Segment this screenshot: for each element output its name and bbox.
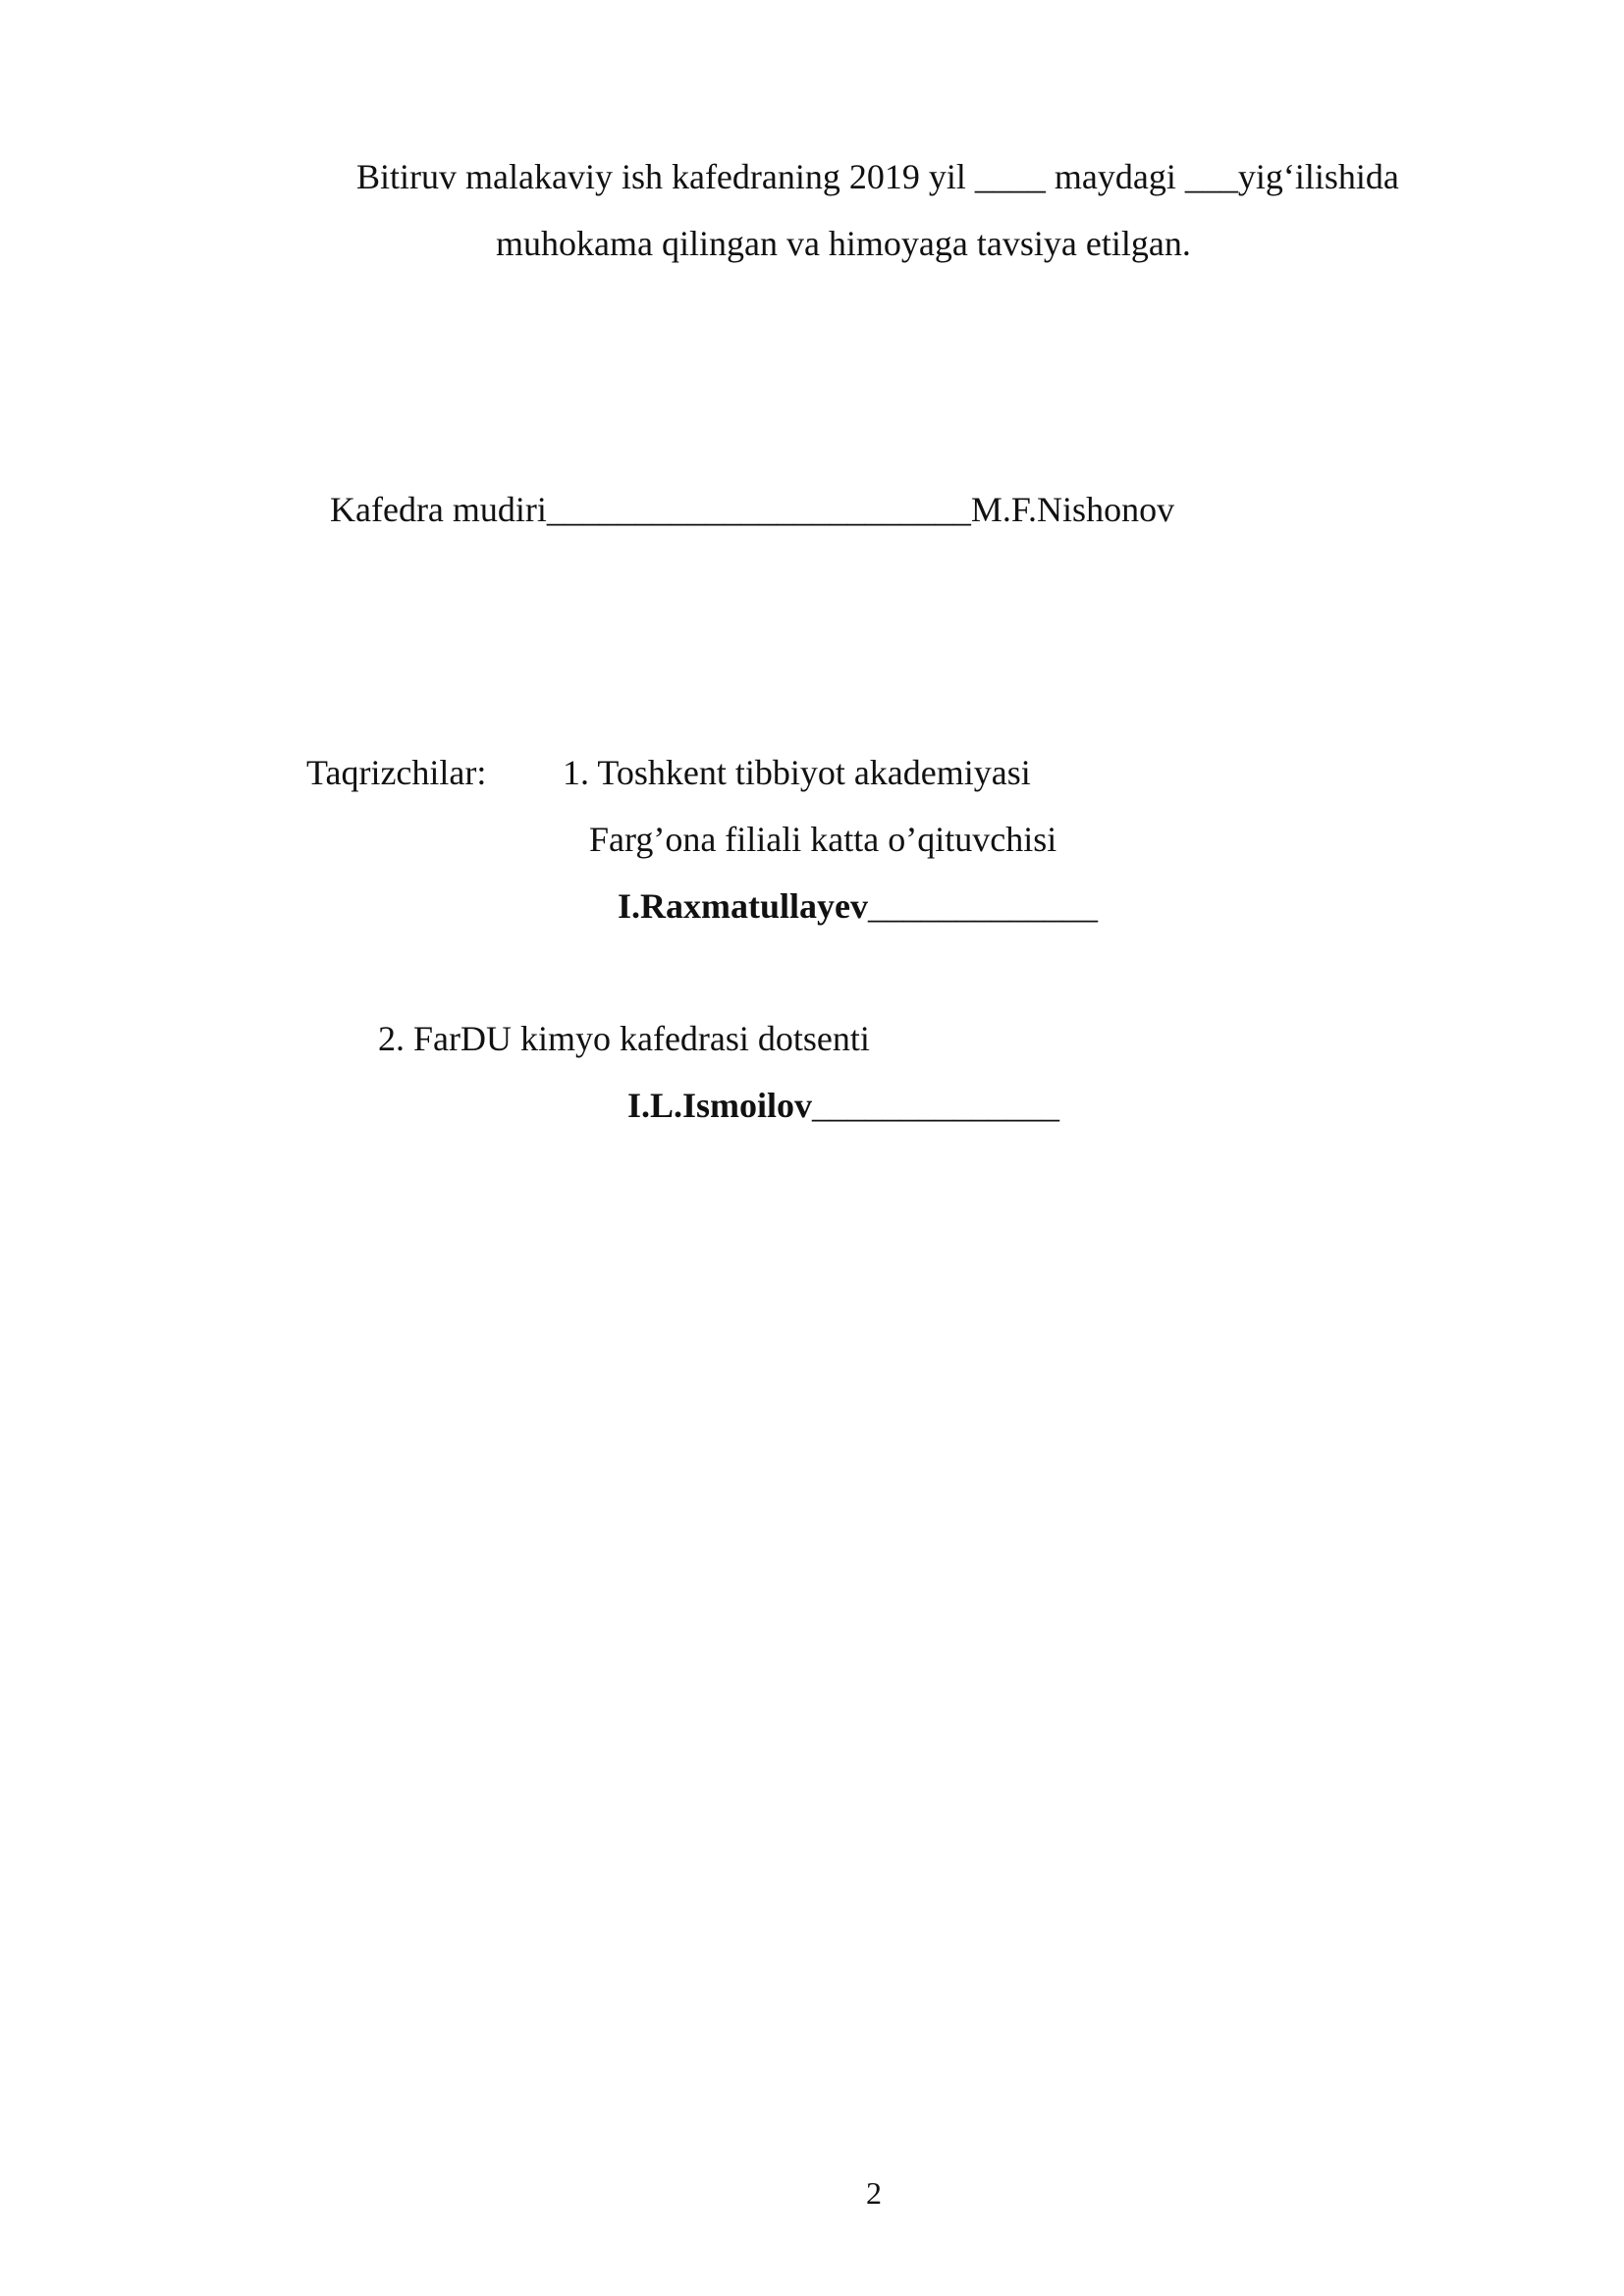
reviewer-2-name: I.L.Ismoilov [627,1086,813,1125]
reviewer-2-affiliation: 2. FarDU kimyo kafedrasi dotsenti [378,1019,870,1058]
approval-line-2: muhokama qilingan va himoyaga tavsiya etilgan. [496,224,1191,263]
reviewer-2-signature-line: ______________ [812,1086,1060,1125]
reviewer-1-affiliation-line-1: 1. Toshkent tibbiyot akademiyasi [563,753,1031,792]
reviewers-label: Taqrizchilar: [306,753,487,792]
approval-line-1: Bitiruv malakaviy ish kafedraning 2019 yil ____ maydagi ___yig‘ilishida [356,157,1399,196]
reviewer-1-signature-line: _____________ [868,886,1098,926]
reviewer-2-signature-block [627,1084,1059,1127]
reviewer-1-affiliation-line-2: Farg’ona filiali katta o’qituvchisi [589,820,1057,859]
page-number: 2 [866,2175,882,2211]
department-head-signature-line: Kafedra mudiri________________________M.F.Nishonov [330,490,1175,529]
reviewer-1-name: I.Raxmatullayev [618,886,868,926]
reviewer-1-signature-block [618,884,1098,928]
